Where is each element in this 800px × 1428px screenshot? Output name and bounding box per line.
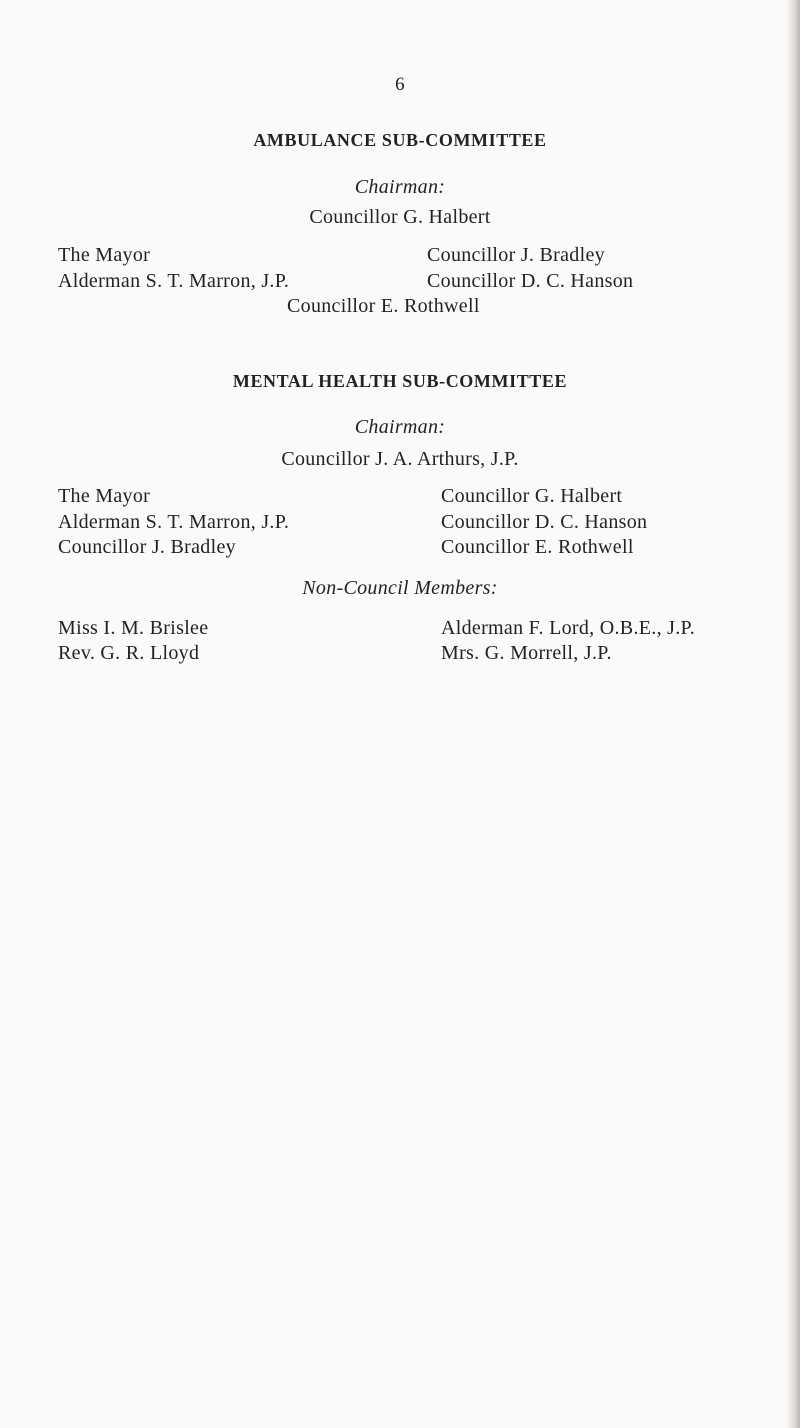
non-council-right-2: Mrs. G. Morrell, J.P. (441, 642, 612, 664)
non-council-label: Non-Council Members: (302, 577, 498, 599)
ambulance-member-right-2: Councillor D. C. Hanson (427, 270, 634, 292)
page-number: 6 (395, 74, 405, 95)
mental-health-chairman-label: Chairman: (354, 416, 446, 438)
mental-health-member-left-3: Councillor J. Bradley (58, 536, 236, 558)
non-council-left-2: Rev. G. R. Lloyd (58, 642, 200, 664)
ambulance-member-last: Councillor E. Rothwell (287, 295, 480, 317)
ambulance-member-left-2: Alderman S. T. Marron, J.P. (58, 270, 290, 292)
non-council-right-1: Alderman F. Lord, O.B.E., J.P. (441, 617, 696, 639)
mental-health-chairman: Councillor J. A. Arthurs, J.P. (281, 448, 519, 470)
mental-health-member-left-1: The Mayor (58, 485, 151, 507)
ambulance-member-left-1: The Mayor (58, 244, 151, 266)
non-council-left-1: Miss I. M. Brislee (58, 617, 209, 639)
mental-health-member-right-3: Councillor E. Rothwell (441, 536, 634, 558)
ambulance-title: AMBULANCE SUB-COMMITTEE (253, 130, 547, 150)
ambulance-member-right-1: Councillor J. Bradley (427, 244, 605, 266)
mental-health-member-left-2: Alderman S. T. Marron, J.P. (58, 511, 290, 533)
mental-health-member-right-1: Councillor G. Halbert (441, 485, 623, 507)
mental-health-member-right-2: Councillor D. C. Hanson (441, 511, 648, 533)
ambulance-chairman-label: Chairman: (354, 176, 446, 198)
ambulance-chairman: Councillor G. Halbert (309, 206, 491, 228)
mental-health-title: MENTAL HEALTH SUB-COMMITTEE (232, 371, 568, 391)
